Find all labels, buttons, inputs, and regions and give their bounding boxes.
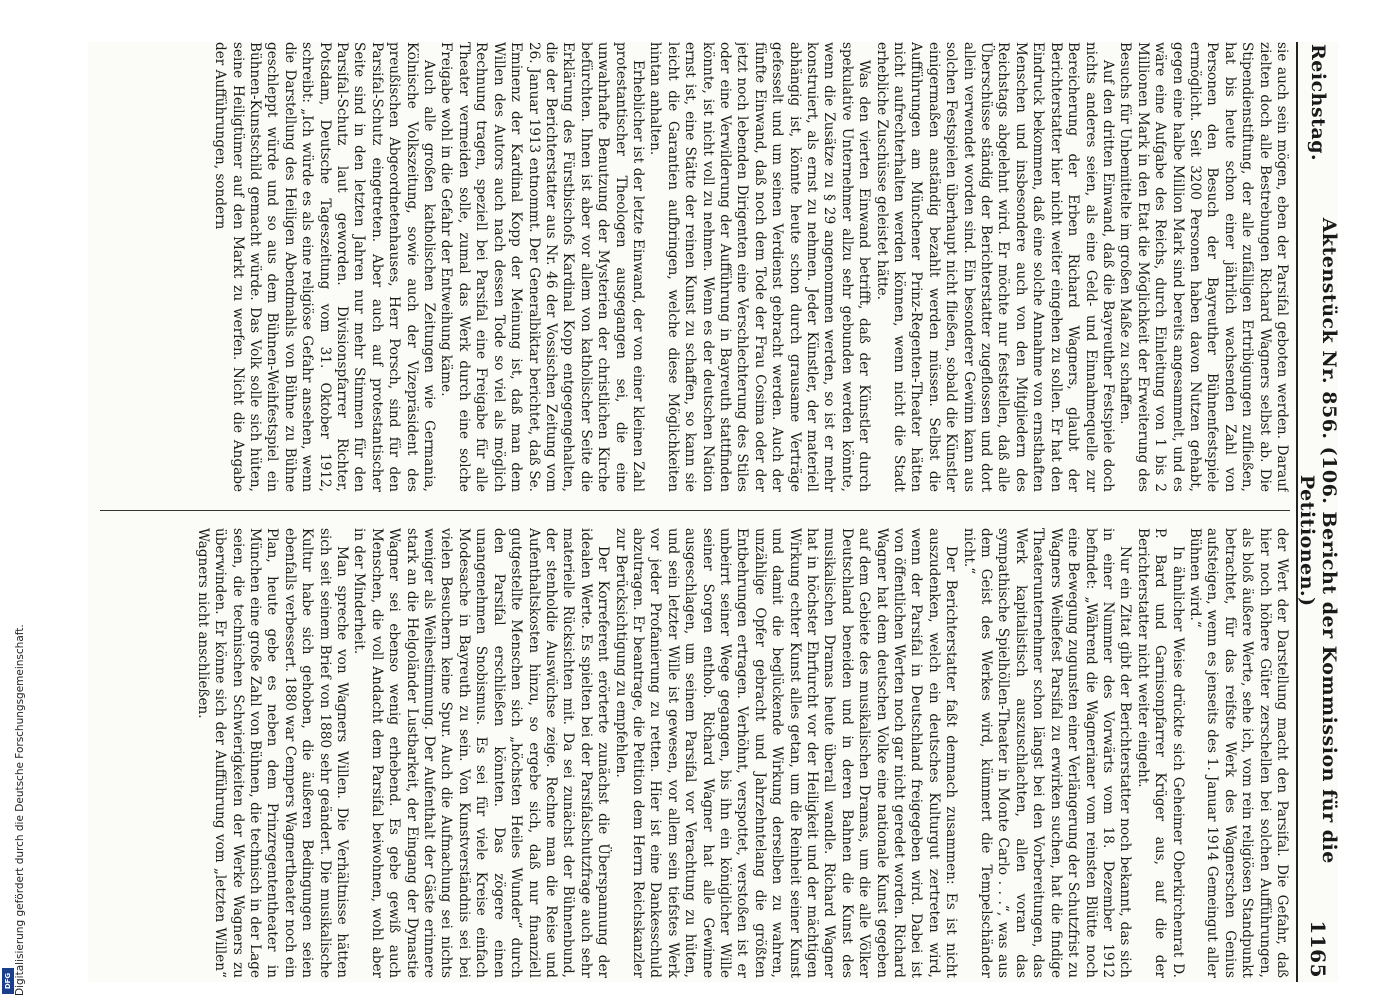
paragraph: Der Berichterstatter faßt demnach zusammen: Es ist nicht auszudenken, welch ein deutsches Kulturgut zertreten wird, wenn der Parsifal in Deutschland freigegeben wird. Dabei ist von öffentlichen Werten noch gar nicht geredet worden. Richard Wagner hat dem deutschen Volke eine nationale Kunst gegeben auf dem Gebiete des musikalischen Dramas, um die alle Völker Deutschland beneiden und in deren Bahnen die Kunst des musikalischen Dramas heute überall wandle. Richard Wagner hat in höchster Ehrfurcht vor der Heiligkeit und der mächtigen Wirkung echter Kunst alles getan, um die Reinheit seiner Kunst und damit die beglückende Wirkung derselben zu wahren, unzählige Opfer gebracht und Jahrzehntelang die größten Entbehrungen ertragen. Verhöhnt, verspottet, verstoßen ist er unbeirrt seiner Wege gegangen, bis ihn ein königlicher Wille seiner Sorgen enthob. Richard Wagner hat alle Gewinne ausgeschlagen, um seinem Parsifal vor Verachtung zu hüten, und sein letzter Wille ist gewesen, vor allem sein tiefstes Werk vor jeder Profanierung zu retten. Hier ist eine Dankesschuld abzutragen. Er beantrage, die Petition dem Herrn Reichskanzler zur Berücksichtigung zu empfehlen. [612,528,960,978]
paragraph: Der Korreferent erörterte zunächst die Überspannung der idealen Werte. Es spielten bei der Parsifalschutzfrage auch sehr materielle Rücksichten mit. Da sei zunächst der Bühnenbund, der stenholdie Auswüchse zeige. Rechne man die Reise und Aufenthaltskosten hinzu, so ergebe sich, daß nur finanziell gutgestellte Menschen sich „höchsten Heiles Wunder“ durch den Parsifal erschließen könnten. Das zögere einen unangenehmen Snobismus. Es sei für viele Kreise einfach Modesache in Bayreuth zu sein. Von Kunstverständnis sei bei vielen Besuchern keine Spur. Auch die Aufmachung sei nichts weniger als Weihestimmung. Der Aufenthalt der Gäste erinnere stark an die Helgoländer Lustbarkeit, der Eingang der Dynastie Wagner sei ebenso wenig erhebend. Es gebe gewiß auch Menschen, die voll Andacht dem Parsifal beiwohnen, wohl aber in der Minderheit. [351,528,612,978]
paragraph: Was den vierten Einwand betrifft, daß der Künstler durch spekulative Unternehmer allzu sehr gebunden werden könnte, wenn die Zusätze zu § 29 angenommen werden, so ist er mehr konstruiert, als ernst zu nehmen. Jeder Künstler, der materiell abhängig ist, könnte heute schon durch grausame Verträge gefesselt und um seinen Verdienst gebracht werden. Auch der fünfte Einwand, daß noch dem Tode der Frau Cosima oder der jetzt noch lebenden Dirigenten eine Verschlechterung des Stiles oder eine Verwilderung der Aufführung in Bayreuth stattfinden könnte, ist nicht voll zu nehmen. Wenn es der deutschen Nation ernst ist, eine Stätte der reinen Kunst zu schaffen, so kann sie leicht die Garantien aufbringen, welche diese Möglichkeiten hintan anhalten. [647,42,873,492]
credit-text: Digitalisierung gefördert durch die Deutsche Forschungsgemeinschaft. [14,624,26,996]
dfg-logo: DFG [2,968,14,994]
paragraph: Nur ein Zitat gibt der Berichterstatter noch bekannt, das sich in einer Nummer des Vorwärts vom 18. Dezember 1912 befindet: „Während die Wagnerianer vom reinsten Blütte noch eine Bewegung zugunsten einer Verlängerung der Schutzfrist zu Wagners Weihefest Parsifal zu erwirken suchen, hat die findige Theaterunternehmer schon längst bei den Vorbereitungen, das Werk kapitalistisch auszuschlachten, allen voran das sympathische Spielhöllen-Theater in Monte Carlo . . .“, was aus dem Geist des Werkes wird, kümmert die Tempelschänder nicht.“ [960,528,1134,978]
paragraph: Auf den dritten Einwand, daß die Bayreuther Festspiele doch nichts anderes seien, als eine Geld- und Einnahmequelle zur Bereicherung der Erben Richard Wagners, glaubt der Berichterstatter hier nicht weiter eingehen zu sollen. Er hat den Eindruck bekommen, daß eine solche Annahme von ernsthaften Menschen und insbesondere auch von den Mitgliedern des Reichstags abgelehnt wird. Er möchte nur feststellen, daß alle Überschüsse ständig der Berichterstatter zugeflossen und dort allein verwendet worden sind. Ein besonderer Gewinn kann aus solchen Festspielen überhaupt nicht fließen, sobald die Künstler einigermaßen anständig bezahlt werden müssen. Selbst die Aufführungen am Münchener Prinz-Regenten-Theater hätten nicht aufrechterhalten werden können, wenn nicht die Stadt erhebliche Zuschüsse geleistet hätte. [873,42,1116,492]
text-columns [100,42,1290,982]
right-column [100,528,1290,978]
paragraph: sie auch sein mögen, eben der Parsifal geboten werden. Darauf zielten doch alle Bestrebungen Richard Wagners selbst ab. Die Stipendienstiftung, der alle zufälligen Ertribigungen zufließen, hat bis heute schon einer jährlich wachsenden Zahl von Personen den Besuch der Bayreuther Bühnenfestspiele ermöglicht. Seit 3200 Personen haben davon Nutzen gehabt, gegen eine halbe Million Mark sind bereits angesammelt, und es wäre eine Aufgabe des Reichs, durch Einleitung von 1 bis 2 Millionen Mark in den Etat die Möglichkeit der Erweiterung des Besuchs für Unbemittelte im großen Maße zu schaffen. [1117,42,1290,492]
paragraph: Auch alle großen katholischen Zeitungen wie Germania, Kölnische Volkszeitung, sowie auch der Vizepräsident des preußischen Abgeordnetenhauses, Herr Porsch, sind für den Parsifal-Schutz eingetreten. Aber auch auf protestantischer Seite sind in den letzten Jahren nur mehr Stimmen für den Parsifal-Schutz laut geworden. Divisionspfarrer Richter, Potsdam, Deutsche Tageszeitung vom 31. Oktober 1912, schreibt: „Ich würde es als eine religiöse Gefahr ansehen, wenn die Darstellung des Heiligen Abendmahls von Bühne zu Bühne geschleppt würde und so aus dem Bühnen-Weihfestspiel ein Bühnen-Kunstschild gemacht würde. Das Volk solle sich hüten, seine Heiligtümer auf den Markt zu werfen. Nicht die Angabe der Aufführungen, sondern [212,42,438,492]
column-divider [100,510,1290,511]
paragraph: der Wert der Darstellung macht den Parsifal. Die Gefahr, daß hier noch höhere Güter zerschellen bei solchen Aufführungen, als bloß äußere Werte, sehe ich, vom rein religiösen Standpunkt betrachtet, für das reifste Werk des Wagnerschen Genius aufsteigen, wenn es jenseits des 1. Januar 1914 Gemeingut aller Bühnen wird.“ [1186,528,1290,978]
paragraph: Erheblicher ist der letzte Einwand, der von einer kleinen Zahl protestantischer Theologen ausgegangen sei, die eine unwahrhafte Benutzung der Mysterien der christlichen Kirche befürchten. Ihnen ist aber vor allem von katholischer Seite die Erklärung des Fürstbischofs Kardinal Kopp entgegengehalten, die der Berichterstatter aus Nr. 46 der Vossischen Zeitung vom 26. Januar 1913 entnommt. Der Generalbiktar berichtet, daß Se. Eminenz der Kardinal Kopp der Meinung ist, daß man dem Willen des Autors auch nach dessen Tode so viel als möglich Rechnung tragen, speziell bei Parsifal eine Freigabe für alle Theater vermeiden solle, zumal das Werk durch eine solche Freigabe wohl in die Gefahr der Entweihung käme. [438,42,646,492]
paragraph: In ähnlicher Weise drückte sich Geheimer Oberkirchenrat D. P. Bard und Garnisonpfarrer Krüger aus, auf die der Berichterstatter nicht weiter eingeht. [1134,528,1186,978]
header-left: Reichstag. [1307,44,1329,162]
page-number: 1165 [1306,920,1330,978]
digitization-credit [0,0,26,1000]
paragraph: Man spreche von Wagners Willen. Die Verhältnisse hätten sich seit seinem Brief von 1880 sehr geändert. Die musikalische Kultur habe sich gehoben, die äußeren Bedingungen seien ebenfalls verbessert. 1880 war Cempers Wagnertheater noch ein Plan, heute gebe es neben dem Prinzregententheater in München eine große Zahl von Bühnen, die technisch in der Lage seien, die technischen Schwierigkeiten der Werke Wagners zu überwinden. Er könne sich der Aufführung vom „letzten Willen“ Wagners nicht anschließen. [194,528,351,978]
printed-page [88,42,1338,982]
header-center: Aktenstück Nr. 856. (106. Bericht der Kommission für die Petitionen.) [1296,217,1340,864]
page-header [1296,42,1338,982]
left-column [100,42,1290,492]
